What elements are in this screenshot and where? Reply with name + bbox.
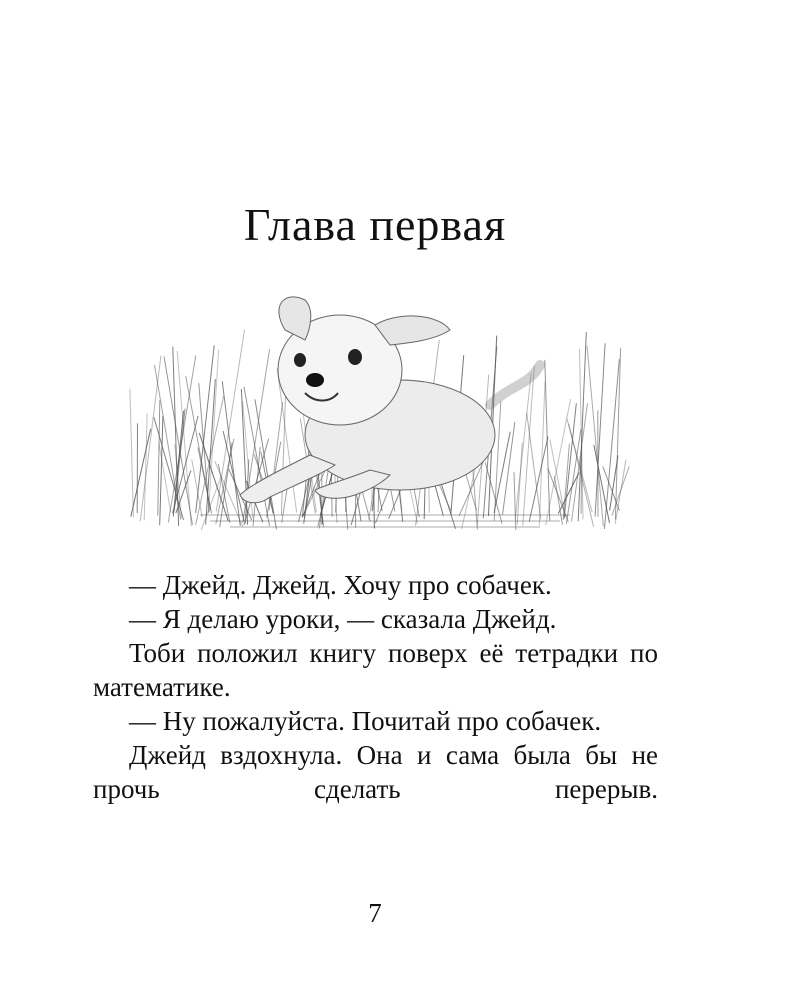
grass-blade — [529, 437, 548, 521]
grass-blade — [158, 401, 160, 515]
body-text — [93, 568, 658, 806]
paragraph-3: Тоби положил книгу поверх её тетрадки по математике. — [93, 638, 658, 702]
grass-blade — [216, 330, 244, 511]
grass-blade — [612, 467, 629, 516]
chapter-title: Глава первая — [243, 199, 507, 250]
puppy-in-grass-illustration — [110, 285, 640, 550]
grass-blade — [517, 443, 522, 525]
grass-blade — [587, 346, 603, 526]
grass-blade — [545, 360, 550, 520]
grass-blade — [206, 380, 216, 525]
page-number: 7 — [368, 898, 382, 928]
grass-blade — [503, 422, 515, 514]
grass-blade — [581, 445, 582, 513]
paragraph-5: Джейд вздохнула. Она и сама была бы не прочь сделать перерыв. — [93, 740, 658, 804]
grass-blade — [523, 366, 535, 525]
grass-blade — [131, 429, 151, 516]
grass-blade — [160, 416, 163, 524]
grass-blade — [130, 389, 134, 517]
grass-blade — [494, 402, 501, 521]
paragraph-2: — Я делаю уроки, — сказала Джейд. — [129, 604, 557, 634]
paragraph-4: — Ну пожалуйста. Почитай про собачек. — [129, 706, 602, 736]
grass-blade — [196, 346, 215, 513]
grass-blade — [485, 463, 502, 523]
paragraph-1: — Джейд. Джейд. Хочу про собачек. — [129, 570, 552, 600]
